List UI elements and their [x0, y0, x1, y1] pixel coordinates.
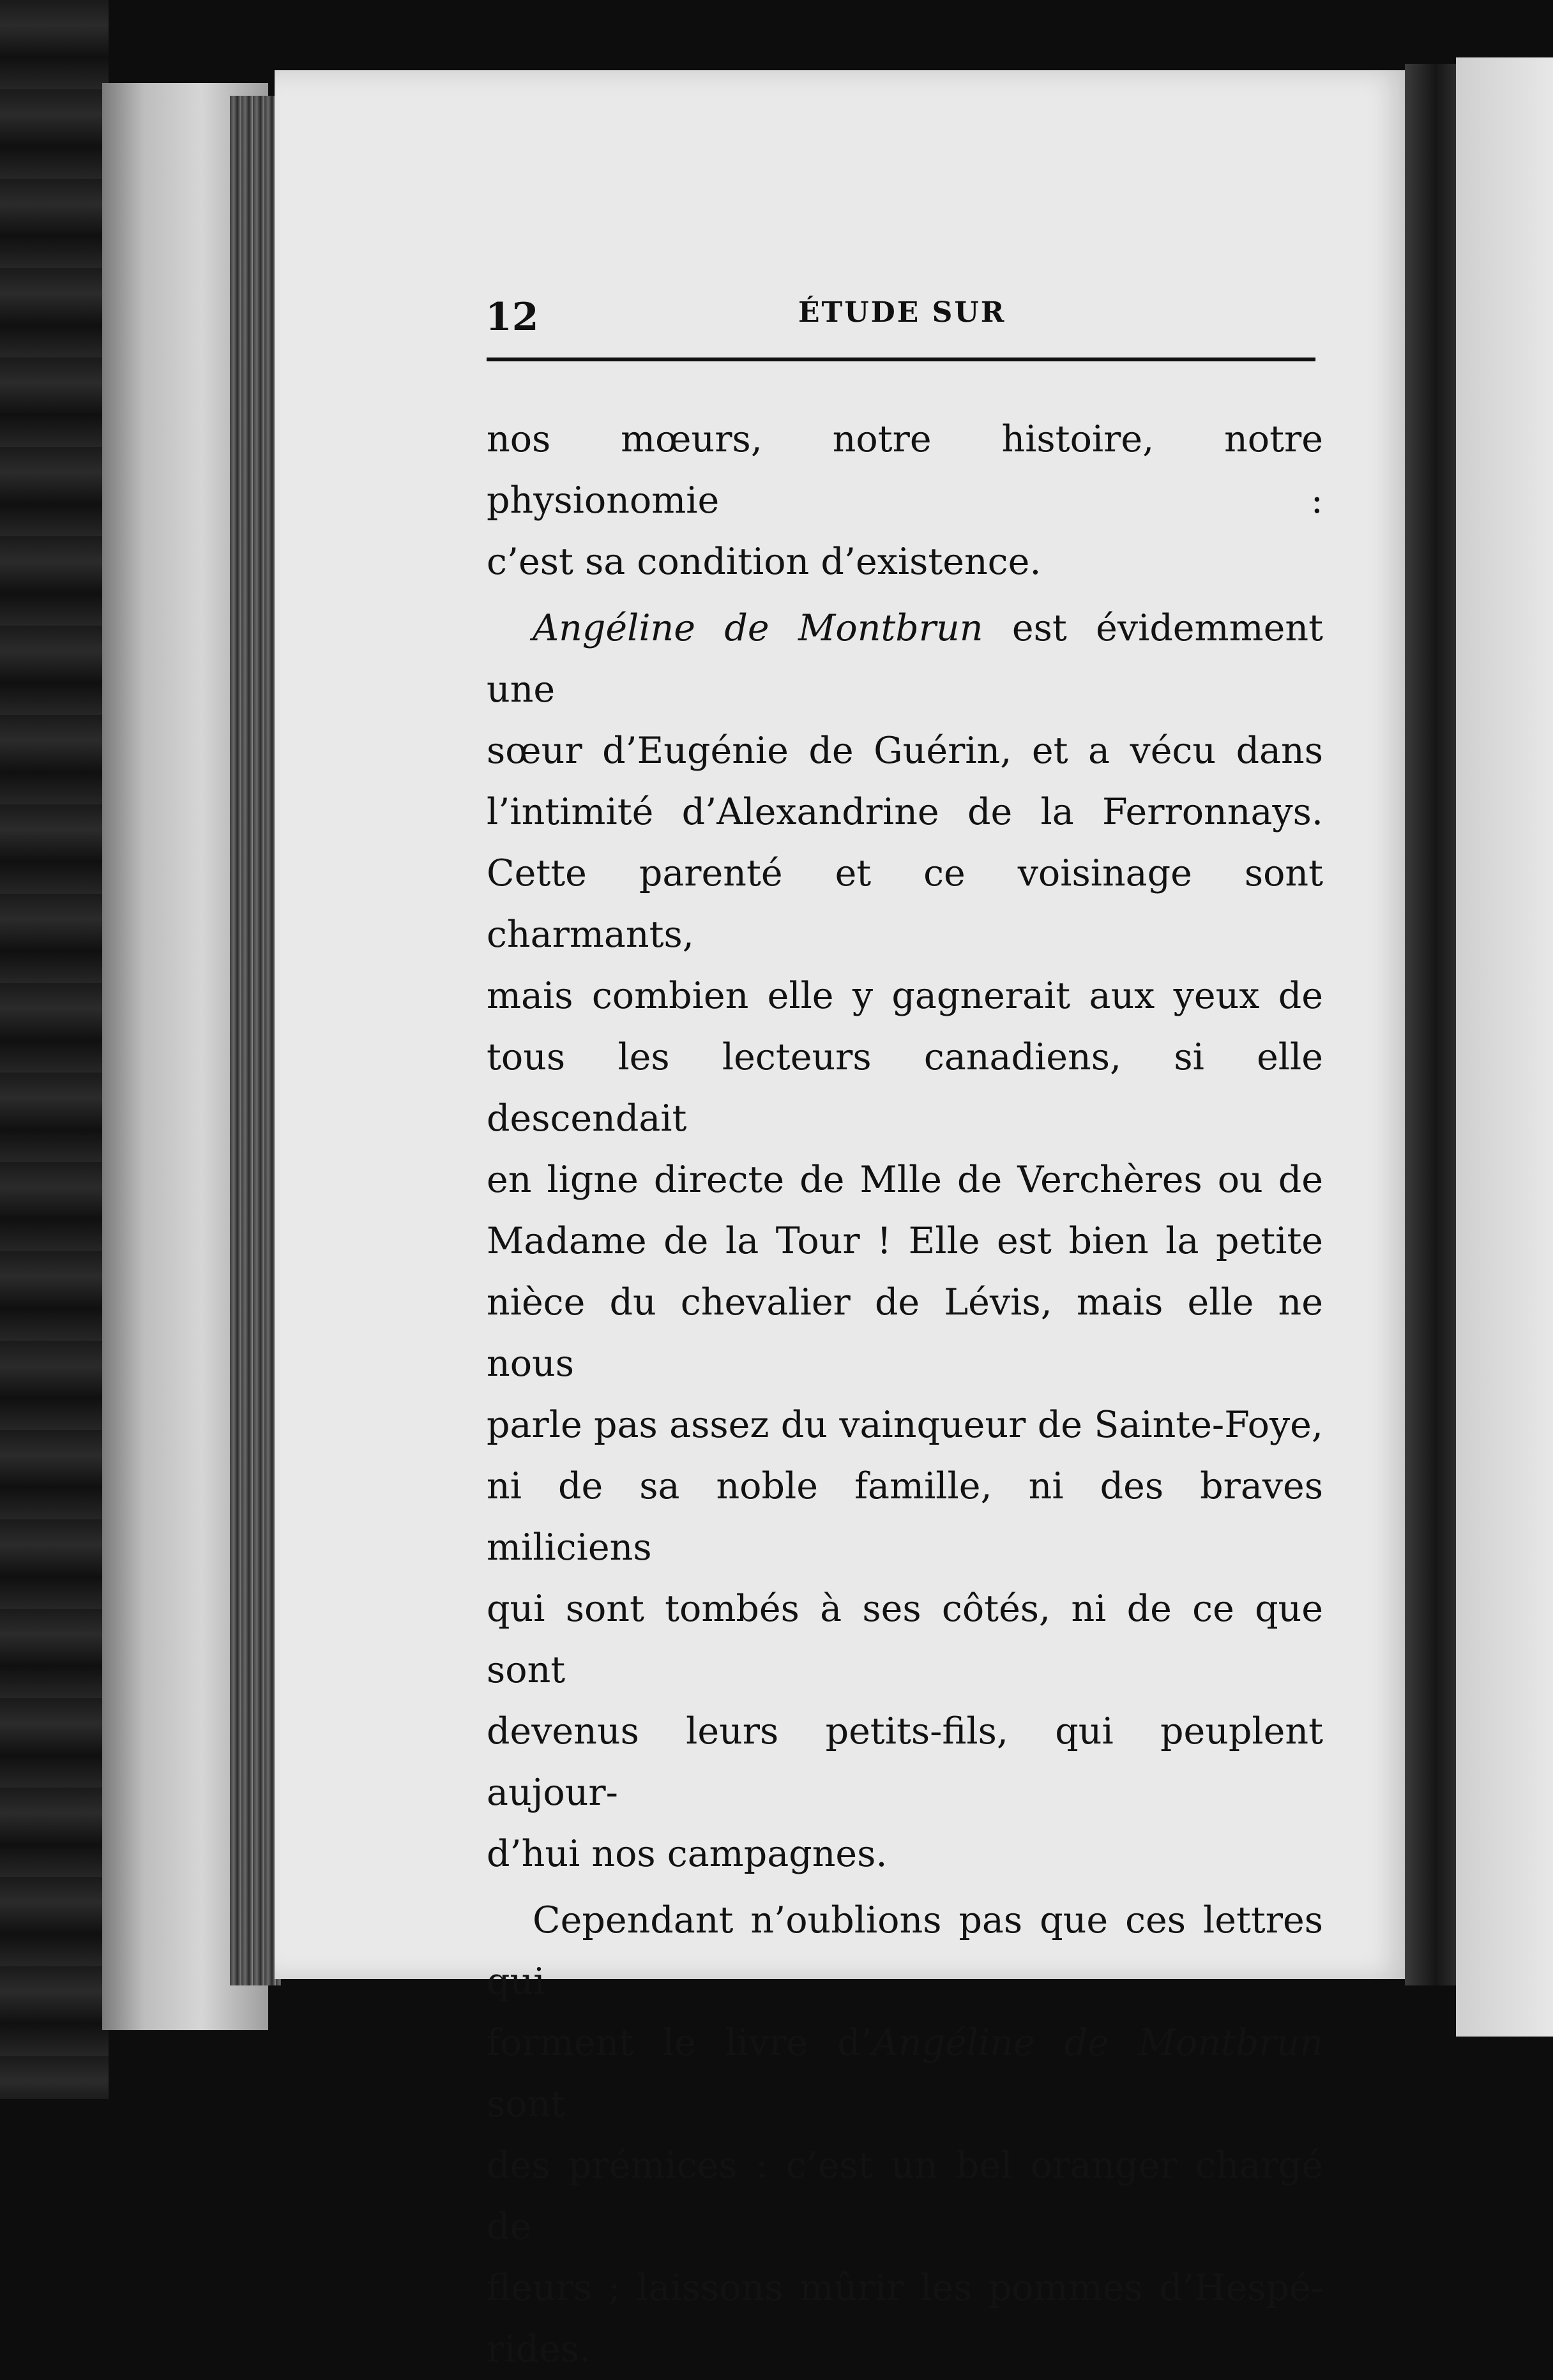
text-line: mais combien elle y gagnerait aux yeux de	[487, 975, 1323, 1017]
page-number: 12	[485, 295, 539, 340]
text-line: sœur d’Eugénie de Guérin, et a vécu dans	[487, 730, 1323, 772]
body-text	[487, 409, 1323, 2380]
paragraph-3	[487, 1890, 1323, 2380]
text-line	[487, 2012, 1323, 2135]
text-line: des prémices : c’est un bel oranger chargé de	[487, 2144, 1323, 2248]
text-line: qui sont tombés à ses côtés, ni de ce que sont	[487, 1588, 1323, 1691]
text-line: nièce du chevalier de Lévis, mais elle ne nous	[487, 1281, 1323, 1385]
text-fragment: forment le livre d’	[487, 2022, 872, 2064]
page-stack-edge	[230, 96, 281, 1985]
text-line: l’intimité d’Alexandrine de la Ferronnays.	[487, 791, 1323, 833]
running-head: ÉTUDE SUR	[798, 296, 1006, 329]
page-header	[485, 295, 1315, 340]
text-fragment: est évidemment une	[487, 607, 1323, 711]
paragraph-2	[487, 598, 1323, 1885]
text-line: d’hui nos campagnes.	[487, 1833, 888, 1875]
page-gutter-shadow	[1405, 64, 1456, 1985]
text-line: c’est sa condition d’existence.	[487, 541, 1042, 583]
text-line: nos mœurs, notre histoire, notre physionomie :	[487, 418, 1323, 522]
scanner-background-left	[0, 0, 109, 2099]
facing-page-edge	[1456, 57, 1553, 2037]
paragraph-1	[487, 409, 1323, 592]
book-title-italic: Angéline de Montbrun	[872, 2022, 1323, 2064]
text-line: en ligne directe de Mlle de Verchères ou de	[487, 1159, 1323, 1201]
text-line: Cependant n’oublions pas que ces lettres qui	[487, 1899, 1323, 2003]
book-title-italic: Angéline de Montbrun	[533, 607, 983, 649]
text-line	[487, 598, 1323, 720]
text-line: parle pas assez du vainqueur de Sainte-Foye,	[487, 1404, 1323, 1446]
text-line: ni de sa noble famille, ni des braves miliciens	[487, 1465, 1323, 1569]
text-line: rides.	[487, 2328, 591, 2370]
text-line: Cette parenté et ce voisinage sont charmants,	[487, 852, 1323, 956]
text-fragment: sont	[487, 2083, 566, 2125]
header-rule	[487, 358, 1315, 361]
text-line: fleurs ; laissons mûrir les pommes d’Hespé-	[487, 2267, 1323, 2309]
text-line: tous les lecteurs canadiens, si elle descendait	[487, 1036, 1323, 1140]
text-line: devenus leurs petits-fils, qui peuplent aujour-	[487, 1710, 1323, 1814]
text-line: Madame de la Tour ! Elle est bien la petite	[487, 1220, 1323, 1262]
